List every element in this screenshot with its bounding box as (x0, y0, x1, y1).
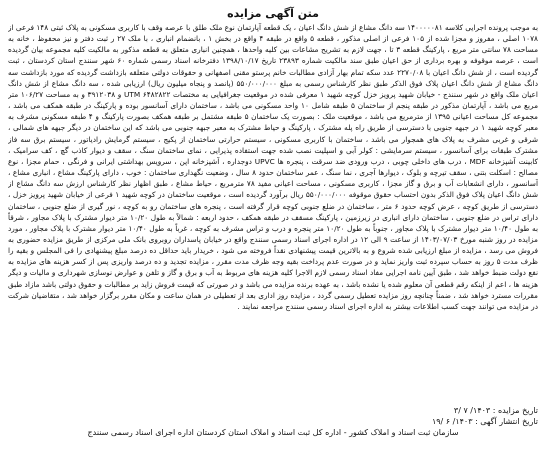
notice-body: به موجب پرونده اجرایی کلاسه ۱۴۰۰۰۰۰۸۱ سه دانگ مشاع از شش دانگ اعیان ، یک قطعه آپارتمان نوع ملک طلق با عرصه وقف با کاربری مسکونی به پلاک ثبتی ۱۴۸ فرعی از ۱۰۷۸ اصلی ، مفروز و مجزا شده از ۱۰۵ فرعی از اصلی مذکور ، قطعه ۵ واقع در طبقه ۴ واقع در بخش ۱ ، بانضمام انباری ، با ملک ۲۷ ر ثبت دفتر و نیز محفوظ ، خانه به مساحت ۷۸ سانتی متر مربع ، پارکینگ قطعه ۳ تا ، جهت لازم به تشریح مشاعات بین کلیه واحدها ، همچنین انباری متعلق به قطعه مذکور به مالکیت کلیه مجموعه بیان گردیده است ، عرصه موقوفه و بهره برداری از حق اعیان طبق سند مالکیت شماره ۲۳۸۹۳ تاریخ ۱۳۹۸/۱۰/۱۷ دفترخانه اسناد رسمی شماره ۶۰ شهر سنندج استان کردستان ، ثبت گردیده است ، از شش دانگ اعیان با ۲۲۷۰/۰۸ عدد سکه تمام بهار آزادی مطالبات خانم پرستو مقنی اصفهانی و حقوقات دولتی متعلقه بازداشت گردیده که مورد بازداشت سه دانگ مشاع از شش دانگ اعیان پلاک فوق الذکر طبق نظر کارشناس رسمی به مبلغ ۵۵۰/۰۰۰/۰۰۰ (پانصد و پنجاه میلیون ریال) ارزیابی شده ، سه دانگ مشاع از شش دانگ اعیان ملک واقع در شهر سنندج - خیابان شهید پرویز خزل کوچه شهید ۱ معرفی شده در موقعیت جغرافیایی به مختصات UTM ۶۴۸۲۸۲۲ و ۳۹۱۲۰۳۸ و به مساحت ۱۰۶/۲۷ متر مربع می باشد ، آپارتمان مذکور در طبقه پنجم از ساختمان ۵ طبقه شامل ۱۰ واحد مسکونی می باشد ، ساختمان دارای آسانسور بوده و پارکینگ در طبقه همکف می باشد ، مجموعه کل مساحت اعیانی ۱۳۹۵ از مترمربع می باشد ، موقعیت ملک : بصورت یک ساختمان ۵ طبقه مشتمل بر طبقه همکف بصورت پارکینگ و ۴ طبقه مسکونی مشرف به معبر کوچه شهید ۱ در جبهه جنوبی با دسترسی از طریق راه پله مشترک ، پارکینگ و حیاط مشترک به معبر جبهه جنوبی می باشد که این ساختمان در دیگر جبهه های شمالی ، شرقی و غربی مشرف به پلاک های همجوار می باشد ، ساختمان با کاربری مسکونی ، سیستم حرارتی ساختمان از پکیج ، سیستم گرمایش رادیاتور ، سیستم برق سه فاز مشترک طبقات برای آسانسور ، سیستم سرمایشی : کولر آبی و اسپلیت نصب شده جهت استفاده پذیرایی ، نمای ساختمان سنگ ، سقف و دیوار کاذب گچ ، کف سرامیک ، کابینت آشپزخانه MDF ، درب های داخلی چوبی ، درب ورودی ضد سرقت ، پنجره ها UPVC دوجداره ، آشپزخانه اپن ، سرویس بهداشتی ایرانی و فرنگی ، حمام مجزا ، نوع مصالح : اسکلت بتنی ، سقف تیرچه و بلوک ، دیوارها آجری ، نما سنگ ، عمر ساختمان حدود ۸ سال ، وضعیت نگهداری ساختمان : خوب ، دارای پارکینگ مشاع ، انباری مشاع ، آسانسور ، دارای انشعابات آب و برق و گاز مجزا ، کاربری مسکونی ، مساحت اعیانی مفید ۷۸ مترمربع ، حیاط مشاع ، طبق اظهار نظر کارشناس ارزش سه دانگ مشاع از شش دانگ اعیان پلاک فوق الذکر بدون احتساب حقوق موقوفه ۵۵۰/۰۰۰/۰۰۰ ریال برآورد گردیده است ، موقعیت ساختمان در کوچه شهید ۱ فرعی از خیابان شهید پرویز خزل ، دسترسی از طریق کوچه ، عرض کوچه حدود ۶ متر ، ساختمان در ضلع جنوبی کوچه قرار گرفته است ، پنجره های ساختمان رو به کوچه ، نور گیری از ضلع جنوبی ، ساختمان دارای تراس در ضلع جنوبی ، ساختمان دارای انباری در زیرزمین ، پارکینگ مسقف در طبقه همکف ، حدود اربعه : شمالاً به طول ۱۰/۲۰ متر دیوار مشترک با پلاک مجاور ، شرقاً به طول ۱۰/۴۰ متر دیوار مشترک با پلاک مجاور ، جنوباً به طول ۱۰/۲۰ متر پنجره و درب و تراس مشرف به کوچه ، غرباً به طول ۱۰/۴۰ متر دیوار مشترک با پلاک مجاور ، مورد مزایده در روز شنبه مورخ ۱۴۰۳/۰۷/۰۳ از ساعت ۹ الی ۱۲ در اداره اجرای اسناد رسمی سنندج واقع در خیابان پاسداران روبروی بانک ملی مرکزی از طریق مزایده حضوری به فروش می رسد ، مزایده از مبلغ ارزیابی شده شروع و به بالاترین قیمت پیشنهادی نقداً فروخته می شود ، خریدار باید حداقل ده درصد مبلغ پیشنهادی را فی المجلس و بقیه را ظرف مدت ۵ روز به حساب سپرده ثبت واریز نماید و در صورت عدم پرداخت بقیه وجه ظرف مدت مقرر ، مزایده تجدید و ده درصد واریزی پس از کسر هزینه های مزایده به نفع دولت ضبط خواهد شد ، طبق آیین نامه اجرایی مفاد اسناد رسمی لازم الاجرا کلیه هزینه های مربوط به آب و برق و گاز و تلفن و عوارض نوسازی شهرداری و مالیات و دیگر هزینه ها ، اعم از اینکه رقم قطعی آن معلوم شده یا نشده باشد ، به عهده برنده مزایده می باشد و در صورتی که قیمت فروش زاید بر مطالبات و حقوق دولتی باشد مازاد طبق مقررات مسترد خواهد شد ، ضمناً چنانچه روز مزایده تعطیل رسمی گردد ، مزایده روز اداری بعد از تعطیلی در همان ساعت و مکان مقرر برگزار خواهد شد ، متقاضیان شرکت در مزایده می توانند جهت کسب اطلاعات بیشتر به اداره اجرای اسناد رسمی سنندج مراجعه نمایند . (8, 23, 538, 311)
issuing-organization: سازمان ثبت اسناد و املاک کشور - اداره کل ثبت اسناد و املاک استان کردستان اداره اجرای اسناد رسمی سنندج (87, 428, 459, 437)
auction-date-label: تاریخ مزایده : (492, 406, 538, 415)
notice-title: متن آگهی مزایده (227, 7, 319, 20)
auction-notice (8, 7, 538, 438)
publish-date-label: تاریخ انتشار آگهی : (475, 417, 538, 426)
publish-date: ۱۴۰۳/ ۶ /۱۹ (431, 417, 473, 426)
publish-date-row (8, 416, 538, 427)
auction-date: ۱۴۰۳/ ۷ /۳ (453, 406, 491, 415)
auction-date-row (8, 405, 538, 416)
